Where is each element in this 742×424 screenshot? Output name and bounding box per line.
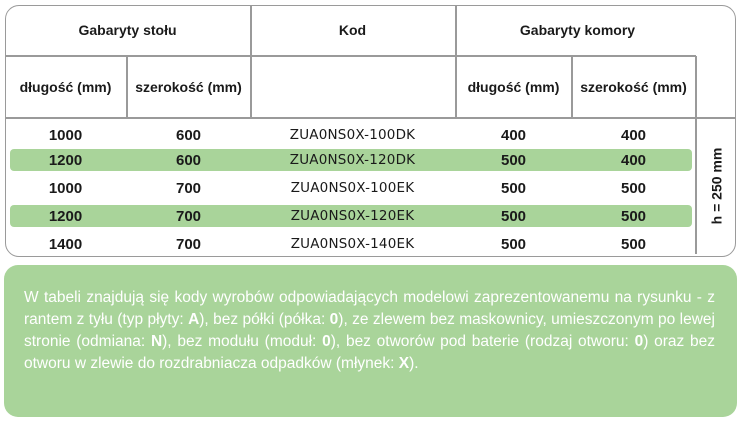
info-text: ), bez otworów pod baterie (rodzaj otworu:: [330, 333, 635, 350]
cell-chamber-length: 500: [500, 151, 527, 169]
info-box: [4, 265, 737, 417]
header-width: szerokość (mm): [135, 78, 242, 95]
cell-chamber-length: 500: [500, 179, 527, 197]
header-table-dims: Gabaryty stołu: [78, 22, 177, 38]
header-length: długość (mm): [19, 78, 112, 95]
info-text: ), bez modułu (moduł:: [162, 333, 323, 350]
cell-code: ZUA0NS0X-100DK: [289, 127, 416, 143]
cell-chamber-width: 400: [620, 151, 647, 169]
header-chamber-length: długość (mm): [467, 78, 560, 95]
info-text: ), bez półki (półka:: [199, 311, 330, 328]
cell-width: 700: [175, 179, 202, 197]
cell-chamber-length: 500: [500, 207, 527, 225]
info-bold: X: [398, 355, 410, 372]
height-note-text: h = 250 mm: [708, 147, 724, 225]
cell-code: ZUA0NS0X-100EK: [290, 180, 415, 196]
header-divider-2: [5, 117, 736, 119]
cell-chamber-width: 500: [620, 207, 647, 225]
info-bold: 0: [322, 333, 331, 350]
info-text: ).: [409, 355, 419, 372]
cell-length: 1200: [48, 151, 83, 169]
header-code: Kod: [338, 22, 367, 38]
cell-length: 1400: [48, 235, 83, 253]
info-text: W tabeli znajdują się kody wyrobów odpowiadających modelowi zaprezentowanemu na rysunku - z rantem z tyłu (typ płyty:: [24, 289, 715, 328]
cell-width: 600: [175, 151, 202, 169]
info-text: ), ze zlewem bez maskownicy, umieszczonym po lewej stronie (odmiana:: [24, 311, 715, 350]
cell-code: ZUA0NS0X-140EK: [290, 236, 415, 252]
cell-code: ZUA0NS0X-120EK: [290, 208, 415, 224]
info-bold: 0: [634, 333, 644, 350]
cell-width: 600: [175, 126, 202, 144]
cell-chamber-length: 400: [500, 126, 527, 144]
header-chamber-width: szerokość (mm): [580, 78, 687, 95]
cell-length: 1000: [48, 179, 83, 197]
cell-chamber-length: 500: [500, 235, 527, 253]
info-bold: N: [150, 333, 163, 350]
cell-width: 700: [175, 235, 202, 253]
cell-chamber-width: 400: [620, 126, 647, 144]
info-text: ) oraz bez otworu w zlewie do rozdrabniacza odpadków (młynek:: [24, 333, 715, 372]
cell-width: 700: [175, 207, 202, 225]
cell-length: 1200: [48, 207, 83, 225]
cell-code: ZUA0NS0X-120DK: [289, 152, 416, 168]
info-bold: 0: [329, 311, 339, 328]
cell-length: 1000: [48, 126, 83, 144]
cell-chamber-width: 500: [620, 235, 647, 253]
info-bold: A: [188, 311, 200, 328]
header-chamber-dims: Gabaryty komory: [519, 22, 636, 38]
cell-chamber-width: 500: [620, 179, 647, 197]
height-note: [696, 118, 736, 254]
